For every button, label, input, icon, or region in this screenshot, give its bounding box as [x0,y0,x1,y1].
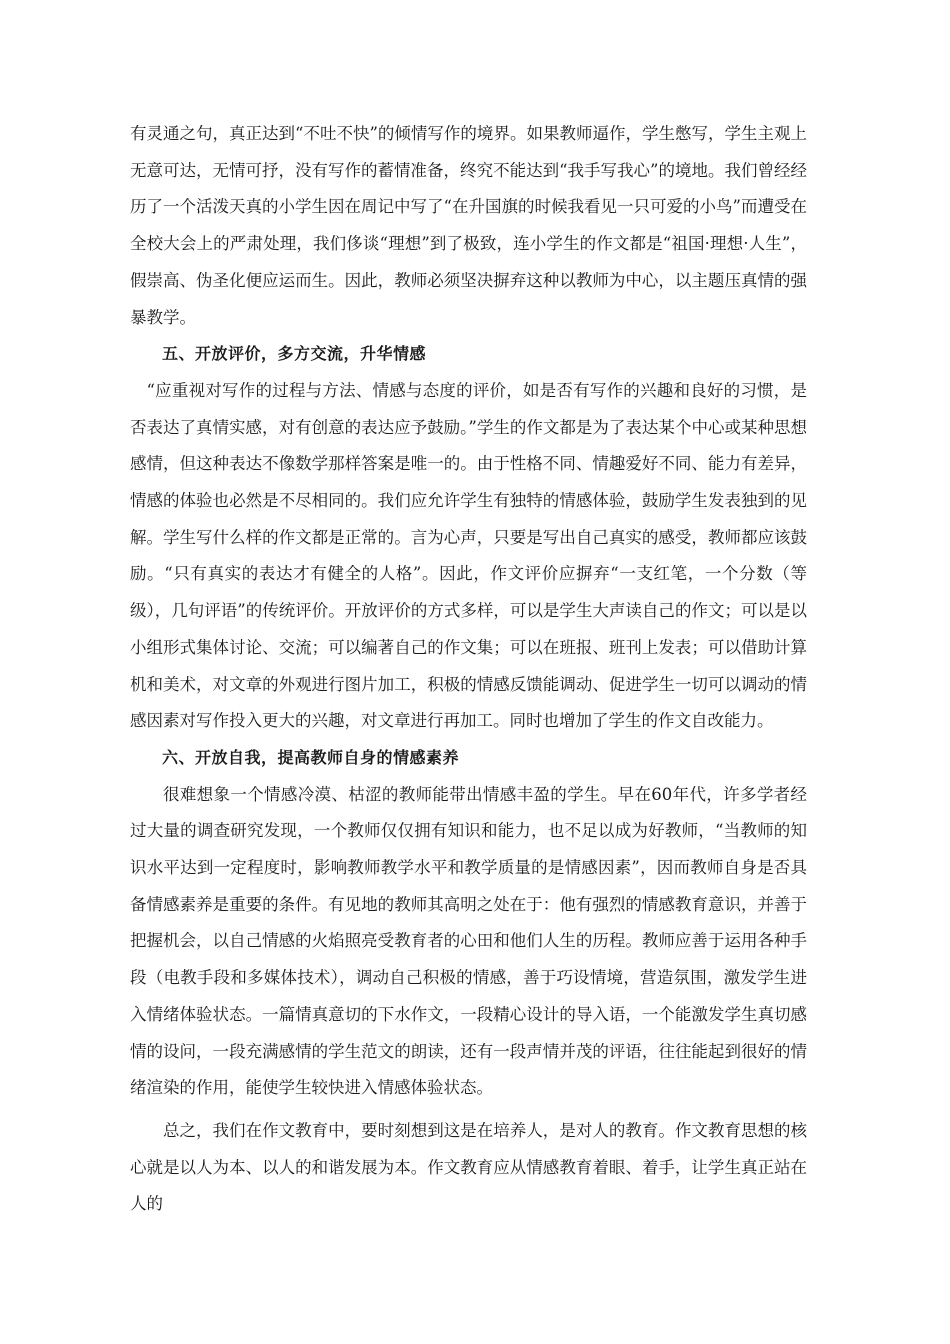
section-heading-6: 六、开放自我，提高教师自身的情感素养 [162,747,460,767]
section-heading-5: 五、开放评价，多方交流，升华情感 [162,344,427,364]
paragraph-continuation: 有灵通之句，真正达到“不吐不快”的倾情写作的境界。如果教师逼作，学生憋写，学生主观上无意可达，无情可抒，没有写作的蓄情准备，终究不能达到“我手写我心”的境地。我们曾经经历了一个活泼天真的小学生因在周记中写了“在升国旗的时候我看见一只可爱的小鸟”而遭受在全校大会上的严肃处理，我们侈谈“理想”到了极致，连小学生的作文都是“祖国·理想·人生”，假崇高、伪圣化便应运而生。因此，教师必须坚决摒弃这种以教师为中心，以主题压真情的强暴教学。 [130,124,807,327]
paragraph-conclusion: 总之，我们在作文教育中，要时刻想到这是在培养人，是对人的教育。作文教育思想的核心就是以人为本、以人的和谐发展为本。作文教育应从情感教育着眼、着手，让学生真正站在人的 [130,1120,807,1214]
paragraph-teacher-emotion: 很难想象一个情感冷漠、枯涩的教师能带出情感丰盈的学生。早在60年代，许多学者经过大量的调查研究发现，一个教师仅仅拥有知识和能力，也不足以成为好教师，“当教师的知识水平达到一定程度时，影响教师教学水平和教学质量的是情感因素”，因而教师自身是否具备情感素养是重要的条件。有见地的教师其高明之处在于：他有强烈的情感教育意识，并善于把握机会，以自己情感的火焰照亮受教育者的心田和他们人生的历程。教师应善于运用各种手段（电教手段和多媒体技术），调动自己积极的情感，善于巧设情境，营造氛围，激发学生进入情绪体验状态。一篇情真意切的下水作文，一段精心设计的导入语，一个能激发学生真切感情的设问，一段充满感情的学生范文的朗读，还有一段声情并茂的评语，往往能起到很好的情绪渲染的作用，能使学生较快进入情感体验状态。 [130,784,807,1098]
paragraph-evaluation: “应重视对写作的过程与方法、情感与态度的评价，如是否有写作的兴趣和良好的习惯，是否表达了真情实感，对有创意的表达应予鼓励。”学生的作文都是为了表达某个中心或某种思想感情，但这种表达不像数学那样答案是唯一的。由于性格不同、情趣爱好不同、能力有差异，情感的体验也必然是不尽相同的。我们应允许学生有独特的情感体验，鼓励学生发表独到的见解。学生写什么样的作文都是正常的。言为心声，只要是写出自己真实的感受，教师都应该鼓励。“只有真实的表达才有健全的人格”。因此，作文评价应摒弃“一支红笔，一个分数（等级），几句评语”的传统评价。开放评价的方式多样，可以是学生大声读自己的作文；可以是以小组形式集体讨论、交流；可以编著自己的作文集；可以在班报、班刊上发表；可以借助计算机和美术，对文章的外观进行图片加工，积极的情感反馈能调动、促进学生一切可以调动的情感因素对写作投入更大的兴趣，对文章进行再加工。同时也增加了学生的作文自改能力。 [130,380,807,731]
document-body [130,116,807,1223]
